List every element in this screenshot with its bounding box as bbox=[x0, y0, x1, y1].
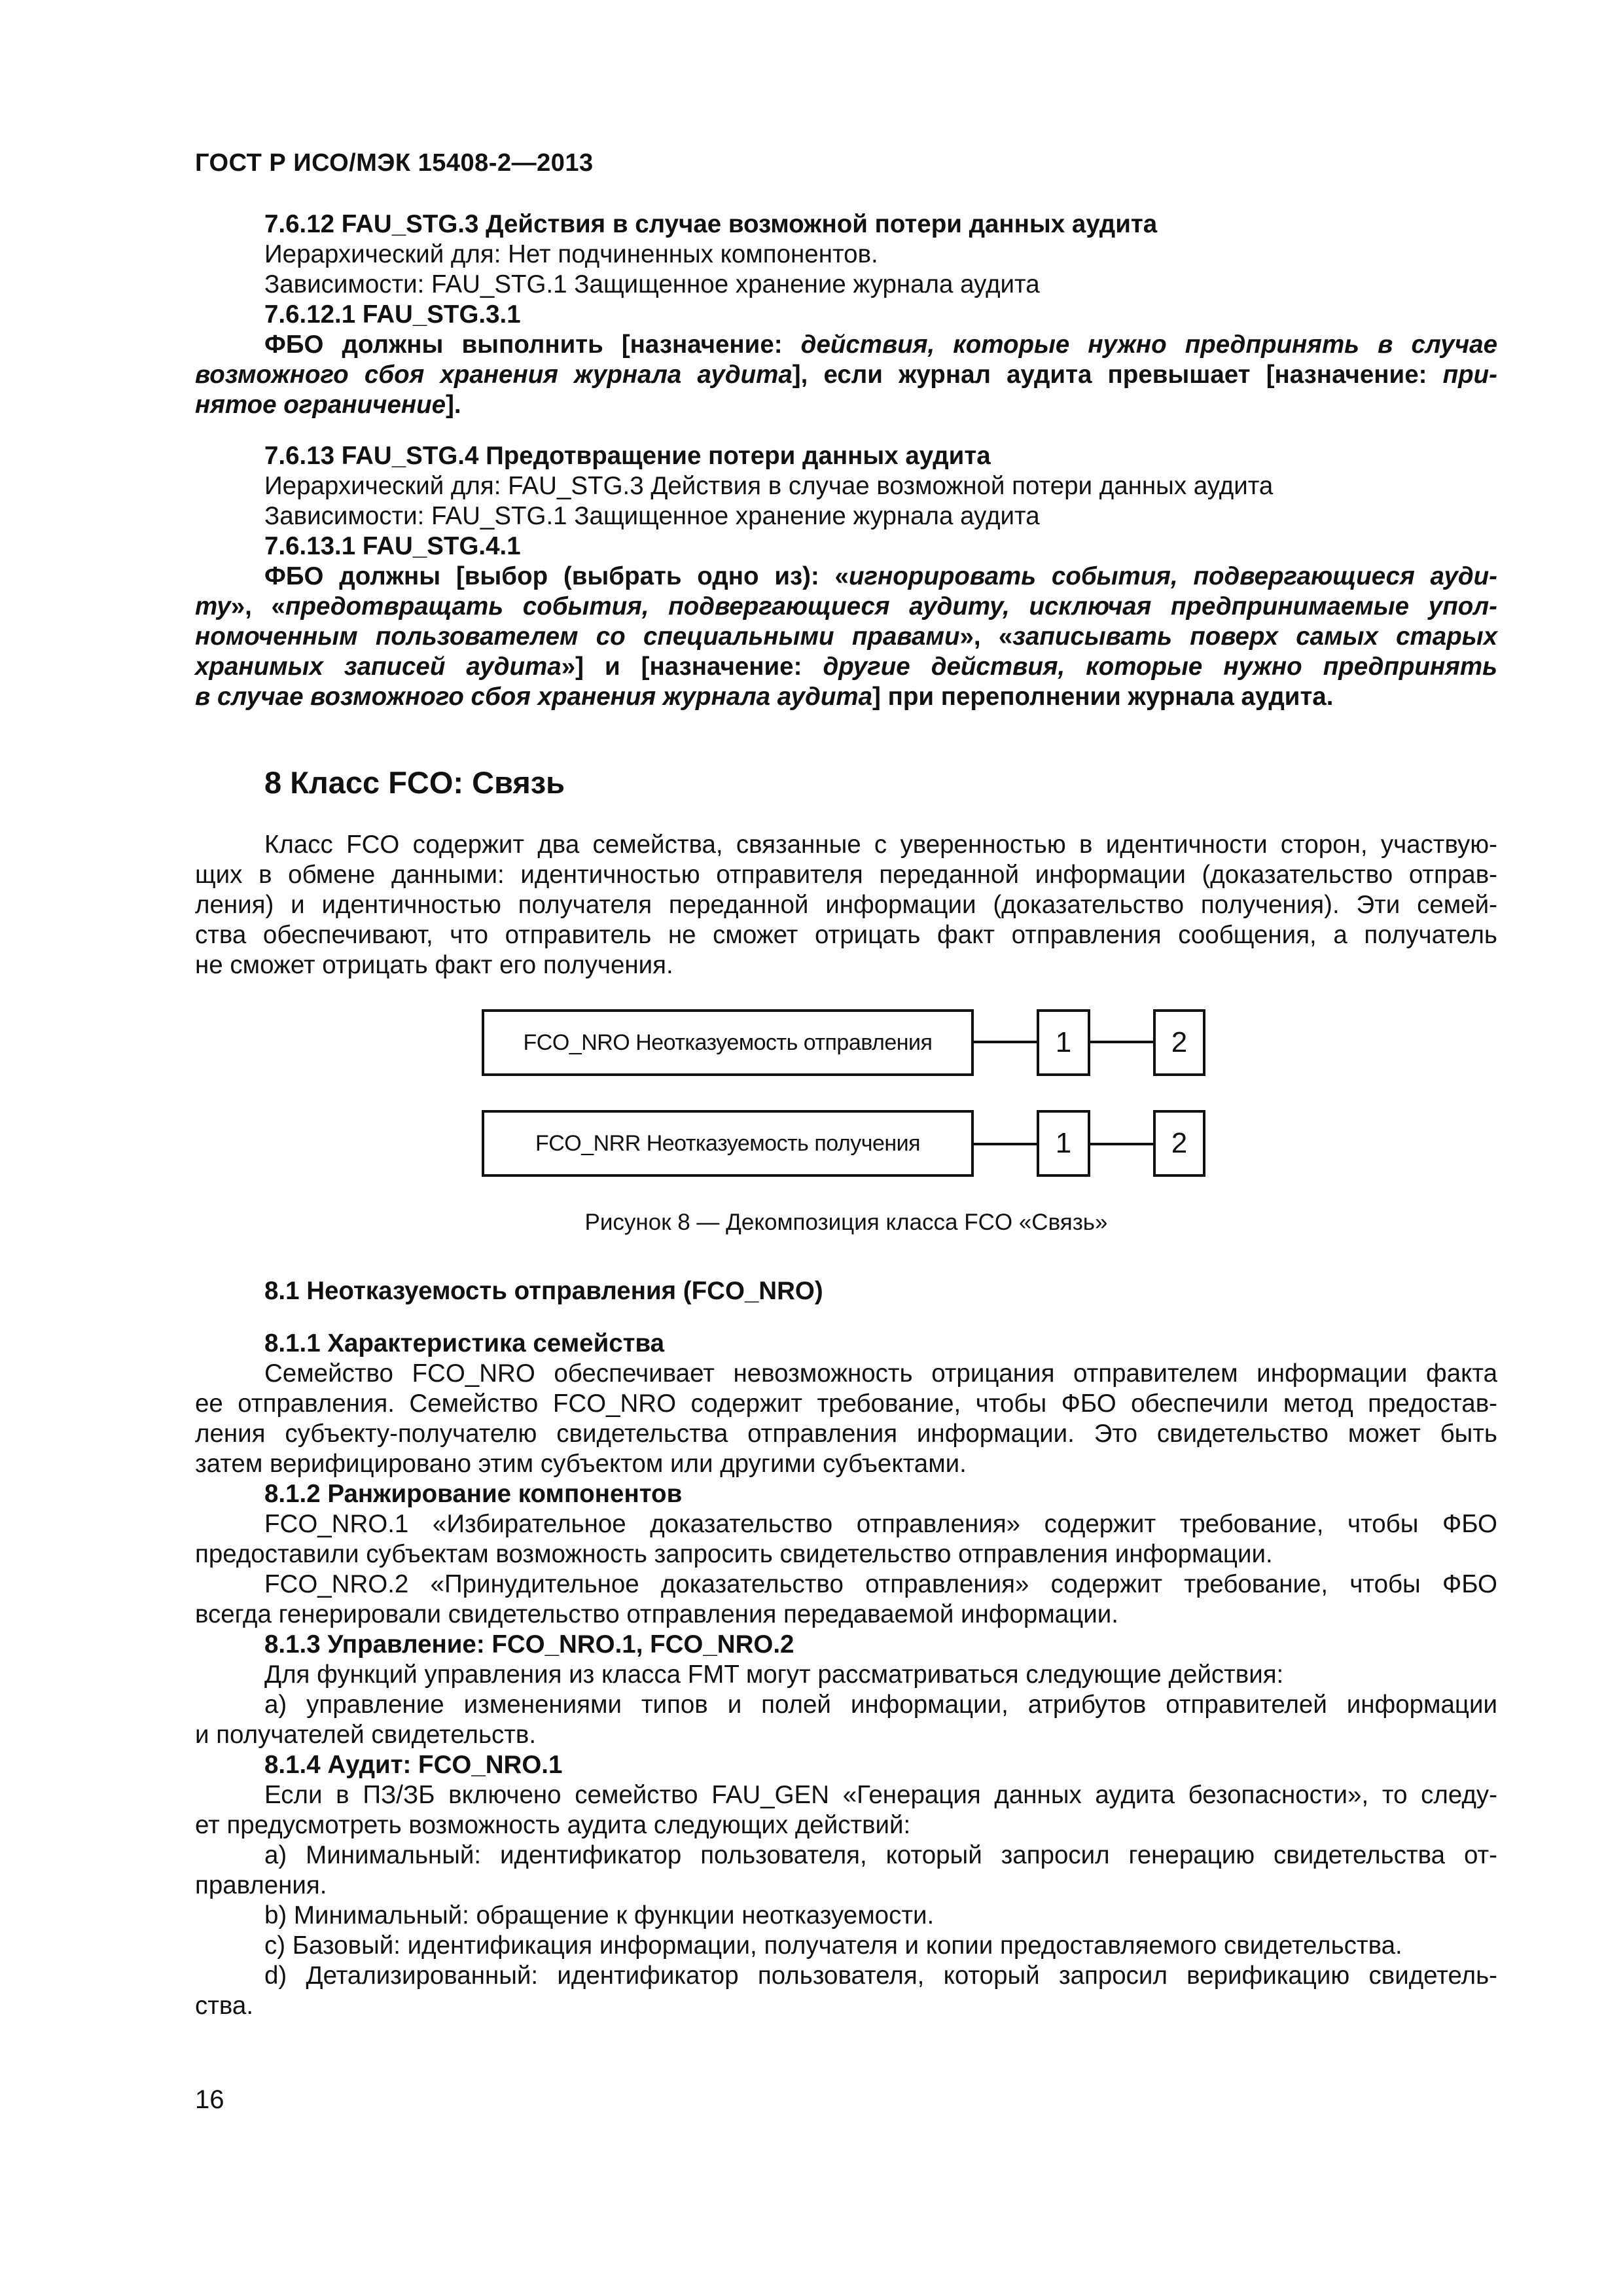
list-item-line: d) Детализированный: идентификатор пользователя, который запросил верификацию свидетель- bbox=[264, 1962, 1497, 1990]
section-8-1-1-title: 8.1.1 Характеристика семейства bbox=[264, 1329, 665, 1357]
text-run: »] и [назначение: bbox=[561, 653, 823, 681]
element-fau-stg-4-1-title: 7.6.13.1 FAU_STG.4.1 bbox=[264, 532, 521, 560]
section-8-1-3-title: 8.1.3 Управление: FCO_NRO.1, FCO_NRO.2 bbox=[264, 1630, 794, 1659]
section-7-6-13 bbox=[195, 441, 1497, 712]
text-run: ФБО должны выполнить [назначение: bbox=[264, 331, 801, 359]
text-run: игнорировать события, подвергающиеся ауди- bbox=[848, 562, 1497, 590]
section-8-1 bbox=[195, 1276, 1497, 1306]
component-box-fco-nro-1: 1 bbox=[1037, 1009, 1090, 1076]
list-item-line: a) Минимальный: идентификатор пользователя, который запросил генерацию свидетельства от- bbox=[264, 1841, 1497, 1869]
paragraph-line: ления) и идентичностью получателя переданной информации (доказательство получения). Эти семей- bbox=[195, 891, 1497, 919]
list-item-line: b) Минимальный: обращение к функции неотказуемости. bbox=[264, 1901, 935, 1929]
text-run: хранимых записей аудита bbox=[195, 653, 562, 681]
text-run: ], если журнал аудита превышает [назначение: bbox=[792, 361, 1443, 389]
paragraph-line: предоставили субъектам возможность запросить свидетельство отправления информации. bbox=[195, 1540, 1273, 1568]
paragraph-line: всегда генерировали свидетельство отправления передаваемой информации. bbox=[195, 1600, 1118, 1628]
section-8-1-2-title: 8.1.2 Ранжирование компонентов bbox=[264, 1480, 683, 1508]
text-run: ту bbox=[195, 592, 231, 620]
figure-caption: Рисунок 8 — Декомпозиция класса FCO «Связь» bbox=[584, 1210, 1108, 1235]
section-7-6-12 bbox=[195, 209, 1497, 420]
paragraph-line: ее отправления. Семейство FCO_NRO содержит требование, чтобы ФБО обеспечили метод предостав- bbox=[195, 1390, 1497, 1418]
paragraph-line: затем верифицировано этим субъектом или другими субъектами. bbox=[195, 1450, 967, 1478]
section-7-6-12-dependencies: Зависимости: FAU_STG.1 Защищенное хранение журнала аудита bbox=[264, 270, 1040, 298]
requirement-line bbox=[195, 330, 1497, 360]
text-run: при- bbox=[1442, 361, 1497, 389]
section-7-6-13-dependencies: Зависимости: FAU_STG.1 Защищенное хранение журнала аудита bbox=[264, 502, 1040, 530]
paragraph-line: Класс FCO содержит два семейства, связанные с уверенностью в идентичности сторон, участвую- bbox=[264, 831, 1497, 859]
element-fau-stg-3-1-title: 7.6.12.1 FAU_STG.3.1 bbox=[264, 300, 521, 329]
paragraph-line: Для функций управления из класса FMT могут рассматриваться следующие действия: bbox=[264, 1660, 1284, 1689]
family-box-fco-nrr: FCO_NRR Неотказуемость получения bbox=[482, 1110, 974, 1177]
section-7-6-13-title: 7.6.13 FAU_STG.4 Предотвращение потери данных аудита bbox=[264, 442, 991, 470]
text-run: ФБО должны [выбор (выбрать одно из): « bbox=[264, 562, 849, 590]
section-7-6-13-hierarchical: Иерархический для: FAU_STG.3 Действия в случае возможной потери данных аудита bbox=[264, 472, 1274, 500]
section-8-1-4-title: 8.1.4 Аудит: FCO_NRO.1 bbox=[264, 1751, 563, 1779]
list-item-line: и получателей свидетельств. bbox=[195, 1721, 537, 1749]
text-run: другие действия, которые нужно предпринять bbox=[823, 653, 1497, 681]
text-run: записывать поверх самых старых bbox=[1012, 622, 1498, 651]
list-item-line: ства. bbox=[195, 1992, 254, 2020]
text-run: возможного сбоя хранения журнала аудита bbox=[195, 361, 793, 389]
list-item-line: правления. bbox=[195, 1871, 327, 1899]
paragraph-line: ет предусмотреть возможность аудита следующих действий: bbox=[195, 1811, 911, 1839]
text-run: номоченным пользователем со специальными правами bbox=[195, 622, 960, 651]
requirement-line bbox=[195, 390, 1497, 420]
paragraph-line: ления субъекту-получателю свидетельства отправления информации. Это свидетельство может быть bbox=[195, 1420, 1497, 1448]
document-header: ГОСТ Р ИСО/МЭК 15408-2—2013 bbox=[195, 149, 594, 177]
requirement-line bbox=[195, 562, 1497, 592]
paragraph-line: FCO_NRO.2 «Принудительное доказательство отправления» содержит требование, чтобы ФБО bbox=[264, 1570, 1497, 1598]
family-box-fco-nro: FCO_NRO Неотказуемость отправления bbox=[482, 1009, 974, 1076]
section-7-6-12-hierarchical: Иерархический для: Нет подчиненных компонентов. bbox=[264, 240, 878, 268]
paragraph-line: не сможет отрицать факт его получения. bbox=[195, 951, 673, 979]
text-run: нятое ограничение bbox=[195, 391, 446, 419]
component-box-fco-nro-2: 2 bbox=[1153, 1009, 1205, 1076]
paragraph-line: ства обеспечивают, что отправитель не сможет отрицать факт отправления сообщения, а получатель bbox=[195, 921, 1497, 949]
text-run: ]. bbox=[446, 391, 461, 419]
text-run: », « bbox=[230, 592, 285, 620]
text-run: в случае возможного сбоя хранения журнала аудита bbox=[195, 683, 873, 711]
paragraph-line: FCO_NRO.1 «Избирательное доказательство отправления» содержит требование, чтобы ФБО bbox=[264, 1510, 1497, 1538]
paragraph-line: щих в обмене данными: идентичностью отправителя переданной информации (доказательство отправ- bbox=[195, 861, 1497, 889]
section-7-6-12-title: 7.6.12 FAU_STG.3 Действия в случае возможной потери данных аудита bbox=[264, 210, 1158, 238]
list-item-line: c) Базовый: идентификация информации, получателя и копии предоставляемого свидетельства. bbox=[264, 1931, 1402, 1960]
requirement-line bbox=[195, 592, 1497, 622]
requirement-line bbox=[195, 682, 1497, 712]
list-item-line: а) управление изменениями типов и полей информации, атрибутов отправителей информации bbox=[264, 1691, 1497, 1719]
requirement-line bbox=[195, 622, 1497, 652]
text-run: ] при переполнении журнала аудита. bbox=[872, 683, 1334, 711]
section-8-intro bbox=[195, 830, 1497, 980]
text-run: действия, которые нужно предпринять в случае bbox=[800, 331, 1497, 359]
paragraph-line: Если в ПЗ/ЗБ включено семейство FAU_GEN «Генерация данных аудита безопасности», то следу- bbox=[264, 1781, 1497, 1809]
page-number: 16 bbox=[195, 2085, 224, 2114]
component-box-fco-nrr-2: 2 bbox=[1153, 1110, 1205, 1177]
section-8-1-title: 8.1 Неотказуемость отправления (FCO_NRO) bbox=[264, 1277, 823, 1305]
requirement-line bbox=[195, 652, 1497, 682]
paragraph-line: Семейство FCO_NRO обеспечивает невозможность отрицания отправителем информации факта bbox=[264, 1359, 1497, 1388]
text-run: предотвращать события, подвергающиеся аудиту, исключая предпринимаемые упол- bbox=[285, 592, 1497, 620]
section-8-heading: 8 Класс FCO: Связь bbox=[264, 765, 565, 800]
requirement-line bbox=[195, 360, 1497, 390]
component-box-fco-nrr-1: 1 bbox=[1037, 1110, 1090, 1177]
section-8-1-body bbox=[195, 1329, 1497, 2021]
text-run: », « bbox=[959, 622, 1013, 651]
